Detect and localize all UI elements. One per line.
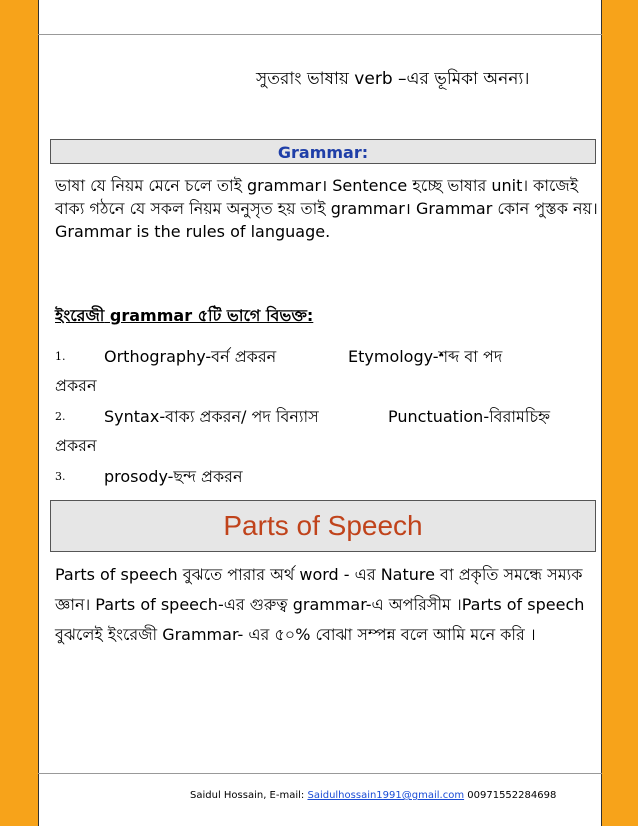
parts-of-speech-title-box (50, 500, 596, 552)
grammar-title: Grammar: (277, 143, 369, 162)
list-item-2-a: Syntax-বাক্য প্রকরন/ পদ বিন্যাস (104, 407, 319, 426)
list-item-1-b: Etymology-শব্দ বা পদ (348, 347, 503, 366)
list-number-2: 2. (55, 410, 66, 423)
list-item-3-a: prosody-ছন্দ প্রকরন (104, 467, 243, 486)
footer (190, 790, 556, 801)
list-number-1: 1. (55, 350, 66, 363)
intro-line: সুতরাং ভাষায় verb –এর ভূমিকা অনন্য। (256, 69, 530, 89)
footer-phone: 00971552284698 (464, 790, 557, 801)
left-orange-border (0, 0, 38, 826)
list-item-2-cont: প্রকরন (55, 436, 97, 455)
right-page-rule (601, 0, 602, 826)
grammar-title-box (50, 139, 596, 164)
right-orange-border (602, 0, 638, 826)
list-number-3: 3. (55, 470, 66, 483)
list-item-1-cont: প্রকরন (55, 376, 97, 395)
left-page-rule (38, 0, 39, 826)
parts-of-speech-title: Parts of Speech (223, 510, 423, 541)
header-rule (38, 34, 602, 35)
footer-rule (38, 773, 602, 774)
division-heading-bn: ইংরেজী (55, 306, 105, 325)
list-item-2-b: Punctuation-বিরামচিহ্ন (388, 407, 551, 426)
grammar-paragraph: ভাষা যে নিয়ম মেনে চলে তাই grammar। Sentence হচ্ছে ভাষার unit। কাজেই বাক্য গঠনে যে সকল নিয়ম অনুসৃত হয় তাই grammar। Grammar কোন পুস্তক নয়। Grammar is the rules of language. (55, 176, 598, 241)
division-heading (55, 303, 313, 330)
footer-email-link[interactable]: Saidulhossain1991@gmail.com (307, 790, 465, 801)
parts-of-speech-paragraph: Parts of speech বুঝতে পারার অর্থ word - এর Nature বা প্রকৃতি সমন্ধে সম্যক জ্ঞান। Parts of speech-এর গুরুত্ব grammar-এ অপরিসীম ।Parts of speech বুঝলেই ইংরেজী Grammar- এর ৫০% বোঝা সম্পন্ন বলে আমি মনে করি । (55, 565, 585, 644)
division-heading-rest: grammar ৫টি ভাগে বিভক্ত: (104, 306, 314, 325)
footer-author: Saidul Hossain, E-mail: (190, 790, 308, 801)
list-item-1-a: Orthography-বর্ন প্রকরন (104, 347, 277, 366)
